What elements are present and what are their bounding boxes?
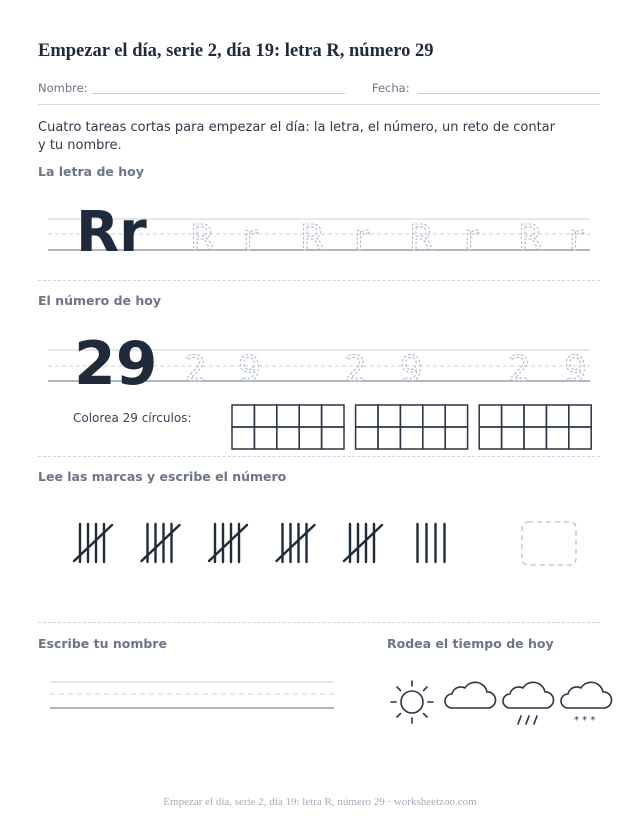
ten-frame-cell[interactable] [299,405,321,427]
tally-marks-area [70,515,590,573]
ten-frame-cell[interactable] [322,427,344,449]
ten-frame-cell[interactable] [502,427,524,449]
traced-number: 2 [184,349,207,390]
tally-group-five [142,524,180,562]
traced-letter: r [464,218,479,259]
color-circles-label: Colorea 29 círculos: [73,411,192,425]
date-label: Fecha: [372,81,410,95]
ten-frame-cell[interactable] [232,427,254,449]
tally-group-five [209,524,247,562]
traced-letter: r [243,218,258,259]
ten-frame-cell[interactable] [400,427,422,449]
traced-number: 9 [400,349,423,390]
traced-letter: r [354,218,369,259]
footer-text: Empezar el día, serie 2, día 19: letra R, número 29 · worksheetzoo.com [163,796,477,808]
ten-frame[interactable] [356,405,468,449]
tally-group-five [277,524,315,562]
ten-frame-cell[interactable] [524,427,546,449]
name-fill-line[interactable] [92,93,345,94]
ten-frame[interactable] [232,405,344,449]
ten-frame-cell[interactable] [299,427,321,449]
tally-group-five [74,524,112,562]
number-heading: El número de hoy [38,293,161,308]
ten-frame-cell[interactable] [378,427,400,449]
page-title: Empezar el día, serie 2, día 19: letra R, número 29 [38,41,434,61]
ten-frame-cell[interactable] [479,427,501,449]
separator-3 [38,622,600,623]
letter-heading: La letra de hoy [38,164,144,179]
ten-frame-cell[interactable] [569,427,591,449]
solid-letter: Rr [76,200,147,265]
ten-frame-cell[interactable] [423,427,445,449]
header-divider [38,104,600,105]
traced-number: 2 [508,349,531,390]
ten-frame-cell[interactable] [479,405,501,427]
ten-frame-cell[interactable] [356,405,378,427]
name-writing-lines[interactable] [48,676,338,716]
traced-letter: r [569,218,584,259]
traced-number: 2 [344,349,367,390]
traced-letter: R [518,218,544,259]
ten-frame-cell[interactable] [356,427,378,449]
tally-group-remainder [418,524,445,562]
traced-letter: R [190,218,216,259]
ten-frame-cell[interactable] [423,405,445,427]
sun-icon[interactable] [391,681,433,723]
weather-icons [386,674,618,732]
traced-number: 9 [238,349,261,390]
separator-2 [38,456,600,457]
traced-letter: R [300,218,326,259]
snow-marks: * * * [574,715,596,726]
letter-practice-area [38,190,600,266]
ten-frames[interactable] [230,403,592,451]
ten-frame-cell[interactable] [546,405,568,427]
answer-box[interactable] [522,522,576,565]
solid-number: 29 [74,329,158,392]
weather-heading: Rodea el tiempo de hoy [387,636,554,651]
ten-frame-cell[interactable] [502,405,524,427]
traced-letters [190,218,584,259]
name-label: Nombre: [38,81,88,95]
traced-letter: R [409,218,435,259]
ten-frame-cell[interactable] [524,405,546,427]
snow-icon[interactable] [561,682,612,726]
ten-frame-cell[interactable] [445,427,467,449]
ten-frame-cell[interactable] [445,405,467,427]
ten-frame[interactable] [479,405,591,449]
traced-number: 9 [564,349,587,390]
intro-text: Cuatro tareas cortas para empezar el día: la letra, el número, un reto de contar y tu nombre. [38,120,555,153]
ten-frame-cell[interactable] [378,405,400,427]
ten-frame-cell[interactable] [322,405,344,427]
ten-frame-cell[interactable] [400,405,422,427]
ten-frame-cell[interactable] [546,427,568,449]
tally-heading: Lee las marcas y escribe el número [38,469,287,484]
ten-frame-cell[interactable] [277,427,299,449]
ten-frame-cell[interactable] [277,405,299,427]
name-heading: Escribe tu nombre [38,636,167,651]
rain-icon[interactable] [503,682,554,724]
ten-frame-cell[interactable] [232,405,254,427]
tally-group-five [344,524,382,562]
ten-frame-cell[interactable] [569,405,591,427]
separator-1 [38,280,600,281]
number-practice-area [38,326,600,392]
cloud-icon[interactable] [445,682,496,708]
date-fill-line[interactable] [418,93,600,94]
traced-numbers [184,349,587,390]
ten-frame-cell[interactable] [254,405,276,427]
ten-frame-cell[interactable] [254,427,276,449]
